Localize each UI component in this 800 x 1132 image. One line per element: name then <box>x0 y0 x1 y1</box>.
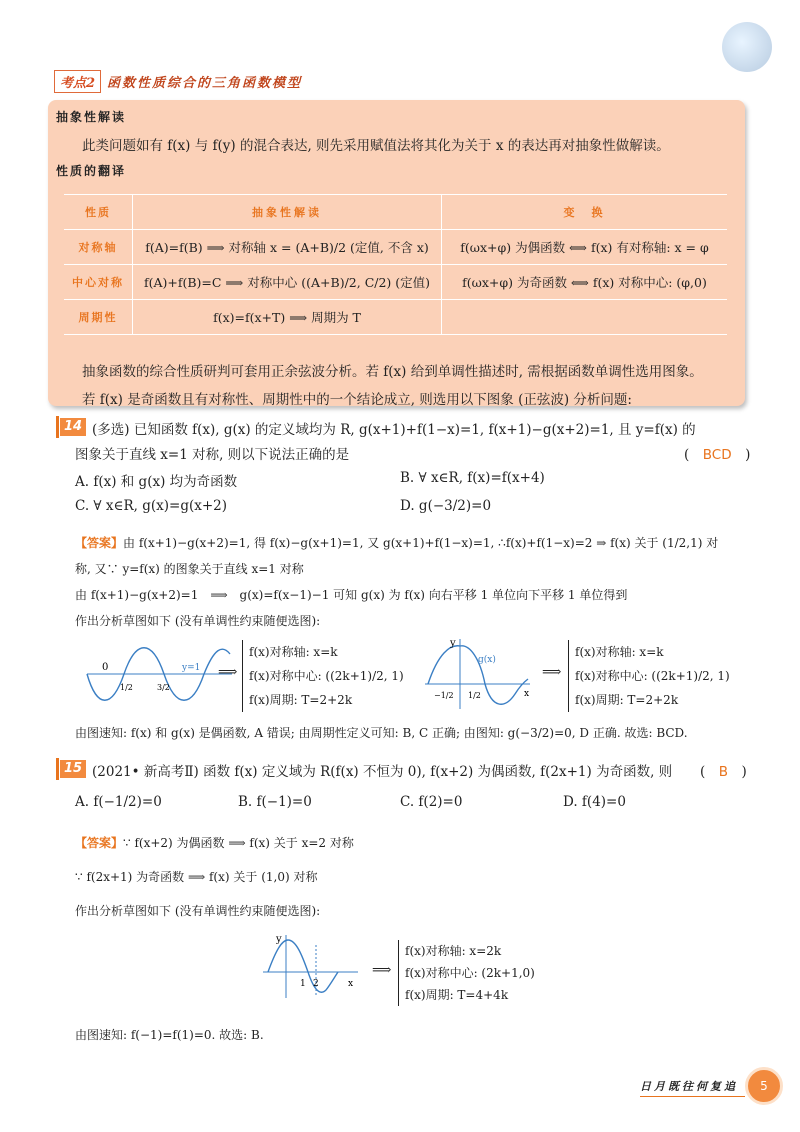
brace-line: f(x)对称中心: ((2k+1)/2, 1) <box>575 669 730 683</box>
q14-option-b: B. ∀ x∈R, f(x)=f(x+4) <box>400 470 545 486</box>
table-cell-name: 周期性 <box>64 300 133 335</box>
answer-tag: 【答案】 <box>75 836 124 850</box>
x-label: x <box>348 979 354 989</box>
table-row <box>64 265 727 300</box>
q15-option-a: A. f(−1/2)=0 <box>75 794 162 810</box>
table-cell: f(A)+f(B)=C ⟹ 对称中心 ((A+B)/2, C/2) (定值) <box>133 265 442 300</box>
brace-line: f(x)周期: T=2+2k <box>575 693 679 707</box>
table-cell-name: 对称轴 <box>64 230 133 265</box>
page-number: 5 <box>745 1067 783 1105</box>
q14-solution-line4: 作出分析草图如下 (没有单调性约束随便选图): <box>75 614 321 628</box>
tick-three-half: 3/2 <box>157 683 170 692</box>
panel-head-abstract: 抽象性解读 <box>56 110 127 124</box>
panel-para3: 若 f(x) 是奇函数且有对称性、周期性中的一个结论成立, 则选用以下图象 (正弦波) 分析问题: <box>82 392 632 408</box>
q14-option-d: D. g(−3/2)=0 <box>400 498 492 514</box>
answer-tag: 【答案】 <box>75 536 124 550</box>
x-label: x <box>524 689 530 699</box>
brace-line: f(x)对称中心: ((2k+1)/2, 1) <box>249 669 404 683</box>
q14-option-a: A. f(x) 和 g(x) 均为奇函数 <box>75 474 238 490</box>
zero-label: 0 <box>102 662 109 673</box>
footer-line <box>640 1096 745 1097</box>
table-cell: f(ωx+φ) 为偶函数 ⟺ f(x) 有对称轴: x = φ <box>442 230 728 265</box>
q14-answer: BCD <box>702 447 732 463</box>
panel-head-translation: 性质的翻译 <box>56 164 127 178</box>
q14-conclusion: 由图速知: f(x) 和 g(x) 是偶函数, A 错误; 由周期性定义可知: B, C 正确; 由图知: g(−3/2)=0, D 正确. 故选: BCD. <box>75 726 688 740</box>
tick-half: 1/2 <box>468 691 481 700</box>
q14-sol1-text: 由 f(x+1)−g(x+2)=1, 得 f(x)−g(x+1)=1, 又 g(x+1)+f(1−x)=1, ∴f(x)+f(1−x)=2 ⇒ f(x) 关于 (1/2,1) 对 <box>123 536 719 550</box>
q15-graph <box>258 930 368 1002</box>
kaodian-label: 考点2 <box>54 70 101 93</box>
q15-answer: B <box>718 764 729 780</box>
tick-1: 1 <box>300 979 306 989</box>
q14-graph-g <box>420 634 535 714</box>
table-row <box>64 300 727 335</box>
q14-stem-line1: (多选) 已知函数 f(x), g(x) 的定义域均为 R, g(x+1)+f(1−x)=1, f(x+1)−g(x+2)=1, 且 y=f(x) 的 <box>92 422 696 438</box>
kaodian-title: 函数性质综合的三角函数模型 <box>107 76 303 91</box>
q14-solution-line2: 称, 又∵ y=f(x) 的图象关于直线 x=1 对称 <box>75 562 304 576</box>
brace-line: f(x)周期: T=2+2k <box>249 693 353 707</box>
q15-answer-bracket: ( B ) <box>700 764 747 780</box>
y-label: y <box>450 638 456 649</box>
property-table <box>64 194 727 335</box>
q15-stem: (2021• 新高考Ⅱ) 函数 f(x) 定义域为 R(f(x) 不恒为 0), f(x+2) 为偶函数, f(2x+1) 为奇函数, 则 <box>92 764 673 780</box>
tick-2: 2 <box>313 979 319 989</box>
table-cell: f(A)=f(B) ⟹ 对称轴 x = (A+B)/2 (定值, 不含 x) <box>133 230 442 265</box>
table-header: 变 换 <box>442 195 728 230</box>
implies-arrow: ⟹ <box>542 664 562 680</box>
q15-option-b: B. f(−1)=0 <box>238 794 312 810</box>
y-label: y <box>276 934 282 945</box>
q15-solution-line3: 作出分析草图如下 (没有单调性约束随便选图): <box>75 904 321 918</box>
q15-conclusion: 由图速知: f(−1)=f(1)=0. 故选: B. <box>75 1028 264 1042</box>
panel-para2: 抽象函数的综合性质研判可套用正余弦波分析。若 f(x) 给到单调性描述时, 需根据函数单调性选用图象。 <box>82 364 703 380</box>
table-cell-name: 中心对称 <box>64 265 133 300</box>
q14-brace-2 <box>568 640 730 712</box>
q15-sol1-text: ∵ f(x+2) 为偶函数 ⟹ f(x) 关于 x=2 对称 <box>123 836 354 850</box>
tick-neg-half: −1/2 <box>434 691 454 700</box>
logo-icon <box>722 22 772 72</box>
q14-solution-line1 <box>75 534 755 551</box>
table-cell: f(ωx+φ) 为奇函数 ⟺ f(x) 对称中心: (φ,0) <box>442 265 728 300</box>
q15-solution-line1 <box>75 834 354 851</box>
table-header: 抽象性解读 <box>133 195 442 230</box>
table-header: 性质 <box>64 195 133 230</box>
table-row <box>64 230 727 265</box>
question-number-15: 15 <box>60 760 86 778</box>
q15-option-d: D. f(4)=0 <box>563 794 626 810</box>
table-header-row <box>64 195 727 230</box>
q14-answer-bracket: ( BCD ) <box>684 447 751 463</box>
q15-option-c: C. f(2)=0 <box>400 794 463 810</box>
y1-label: y=1 <box>182 663 201 673</box>
table-cell <box>442 300 728 335</box>
brace-line: f(x)对称轴: x=k <box>249 645 338 659</box>
brace-line: f(x)对称中心: (2k+1,0) <box>405 966 535 980</box>
brace-line: f(x)周期: T=4+4k <box>405 988 509 1002</box>
brace-line: f(x)对称轴: x=k <box>575 645 664 659</box>
brace-line: f(x)对称轴: x=2k <box>405 944 502 958</box>
panel-para1: 此类问题如有 f(x) 与 f(y) 的混合表达, 则先采用赋值法将其化为关于 x 的表达再对抽象性做解读。 <box>82 138 670 154</box>
footer-text: 日月既往何复追 <box>640 1080 738 1093</box>
implies-arrow: ⟹ <box>372 962 392 978</box>
q14-solution-line3: 由 f(x+1)−g(x+2)=1 ⟹ g(x)=f(x−1)−1 可知 g(x) 为 f(x) 向右平移 1 单位向下平移 1 单位得到 <box>75 588 628 602</box>
table-cell: f(x)=f(x+T) ⟹ 周期为 T <box>133 300 442 335</box>
q14-stem-line2: 图象关于直线 x=1 对称, 则以下说法正确的是 <box>75 447 350 463</box>
q14-brace-1 <box>242 640 404 712</box>
g-label: g(x) <box>478 655 496 665</box>
implies-arrow: ⟹ <box>218 664 238 680</box>
q14-option-c: C. ∀ x∈R, g(x)=g(x+2) <box>75 498 228 514</box>
q15-solution-line2: ∵ f(2x+1) 为奇函数 ⟹ f(x) 关于 (1,0) 对称 <box>75 870 318 884</box>
q15-brace <box>398 940 535 1006</box>
section-header <box>54 70 302 93</box>
question-number-14: 14 <box>60 418 86 436</box>
tick-half: 1/2 <box>120 683 133 692</box>
